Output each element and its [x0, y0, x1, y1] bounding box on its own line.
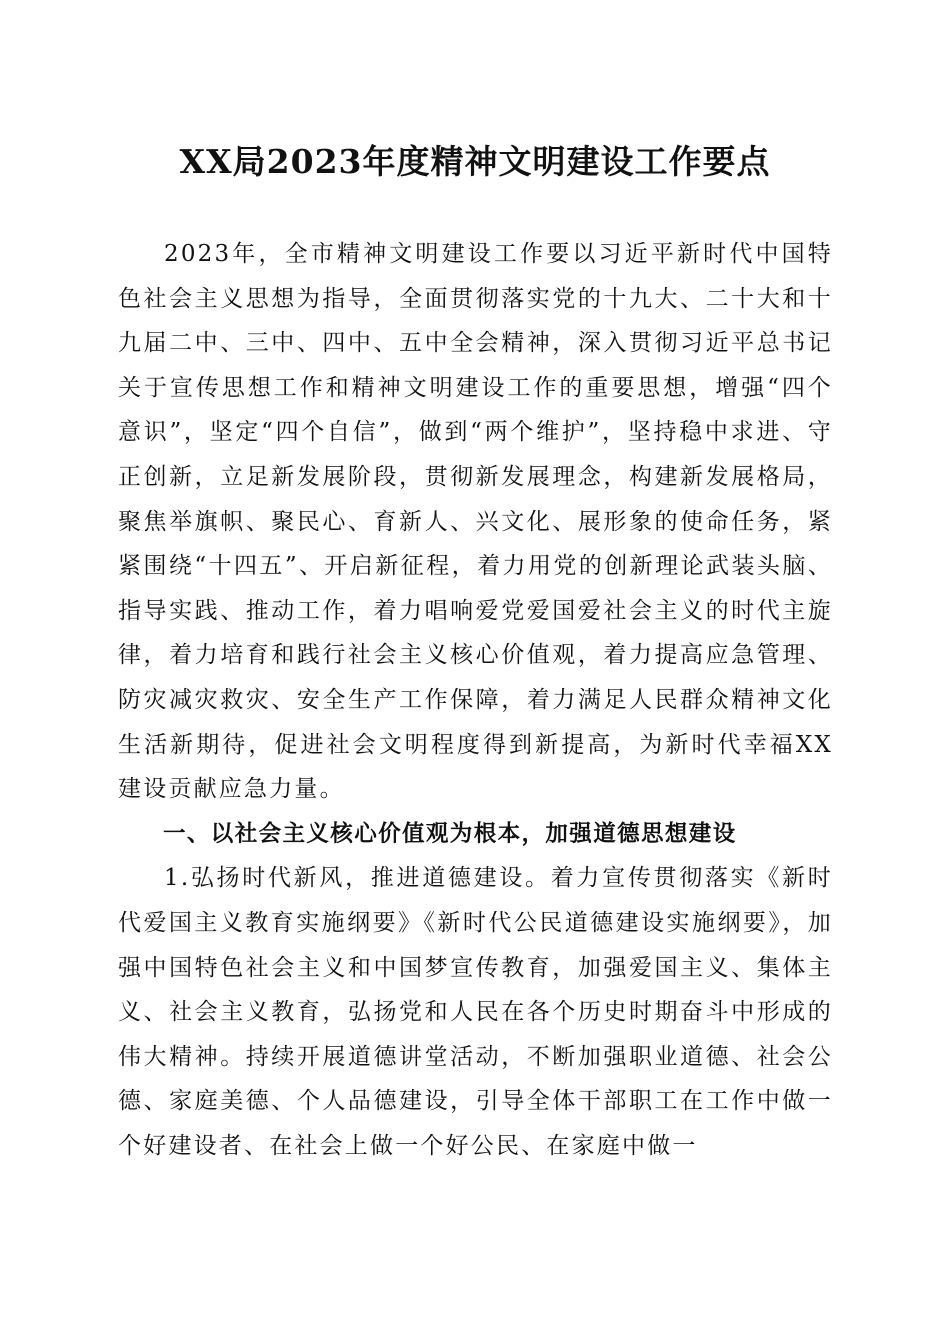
section-heading: 一、以社会主义核心价值观为根本，加强道德思想建设: [163, 820, 737, 847]
item-paragraph: 1.弘扬时代新风，推进道德建设。着力宣传贯彻落实《新时代爱国主义教育实施纲要》《新时代公民道德建设实施纲要》，加强中国特色社会主义和中国梦宣传教育，加强爱国主义、集体主义、社会主义教育，弘扬党和人民在各个历史时期奋斗中形成的伟大精神。持续开展道德讲堂活动，不断加强职业道德、社会公德、家庭美德、个人品德建设，引导全体干部职工在工作中做一个好建设者、在社会上做一个好公民、在家庭中做一: [118, 865, 833, 1159]
document-body: [118, 232, 833, 1168]
intro-paragraph: 2023年，全市精神文明建设工作要以习近平新时代中国特色社会主义思想为指导，全面贯彻落实党的十九大、二十大和十九届二中、三中、四中、五中全会精神，深入贯彻习近平总书记关于宣传思想工作和精神文明建设工作的重要思想，增强“四个意识”，坚定“四个自信”，做到“两个维护”，坚持稳中求进、守正创新，立足新发展阶段，贯彻新发展理念，构建新发展格局，聚焦举旗帜、聚民心、育新人、兴文化、展形象的使命任务，紧紧围绕“十四五”、开启新征程，着力用党的创新理论武装头脑、指导实践、推动工作，着力唱响爱党爱国爱社会主义的时代主旋律，着力培育和践行社会主义核心价值观，着力提高应急管理、防灾减灾救灾、安全生产工作保障，着力满足人民群众精神文化生活新期待，促进社会文明程度得到新提高，为新时代幸福XX建设贡献应急力量。: [118, 241, 833, 803]
document-title: XX局2023年度精神文明建设工作要点: [179, 142, 771, 181]
